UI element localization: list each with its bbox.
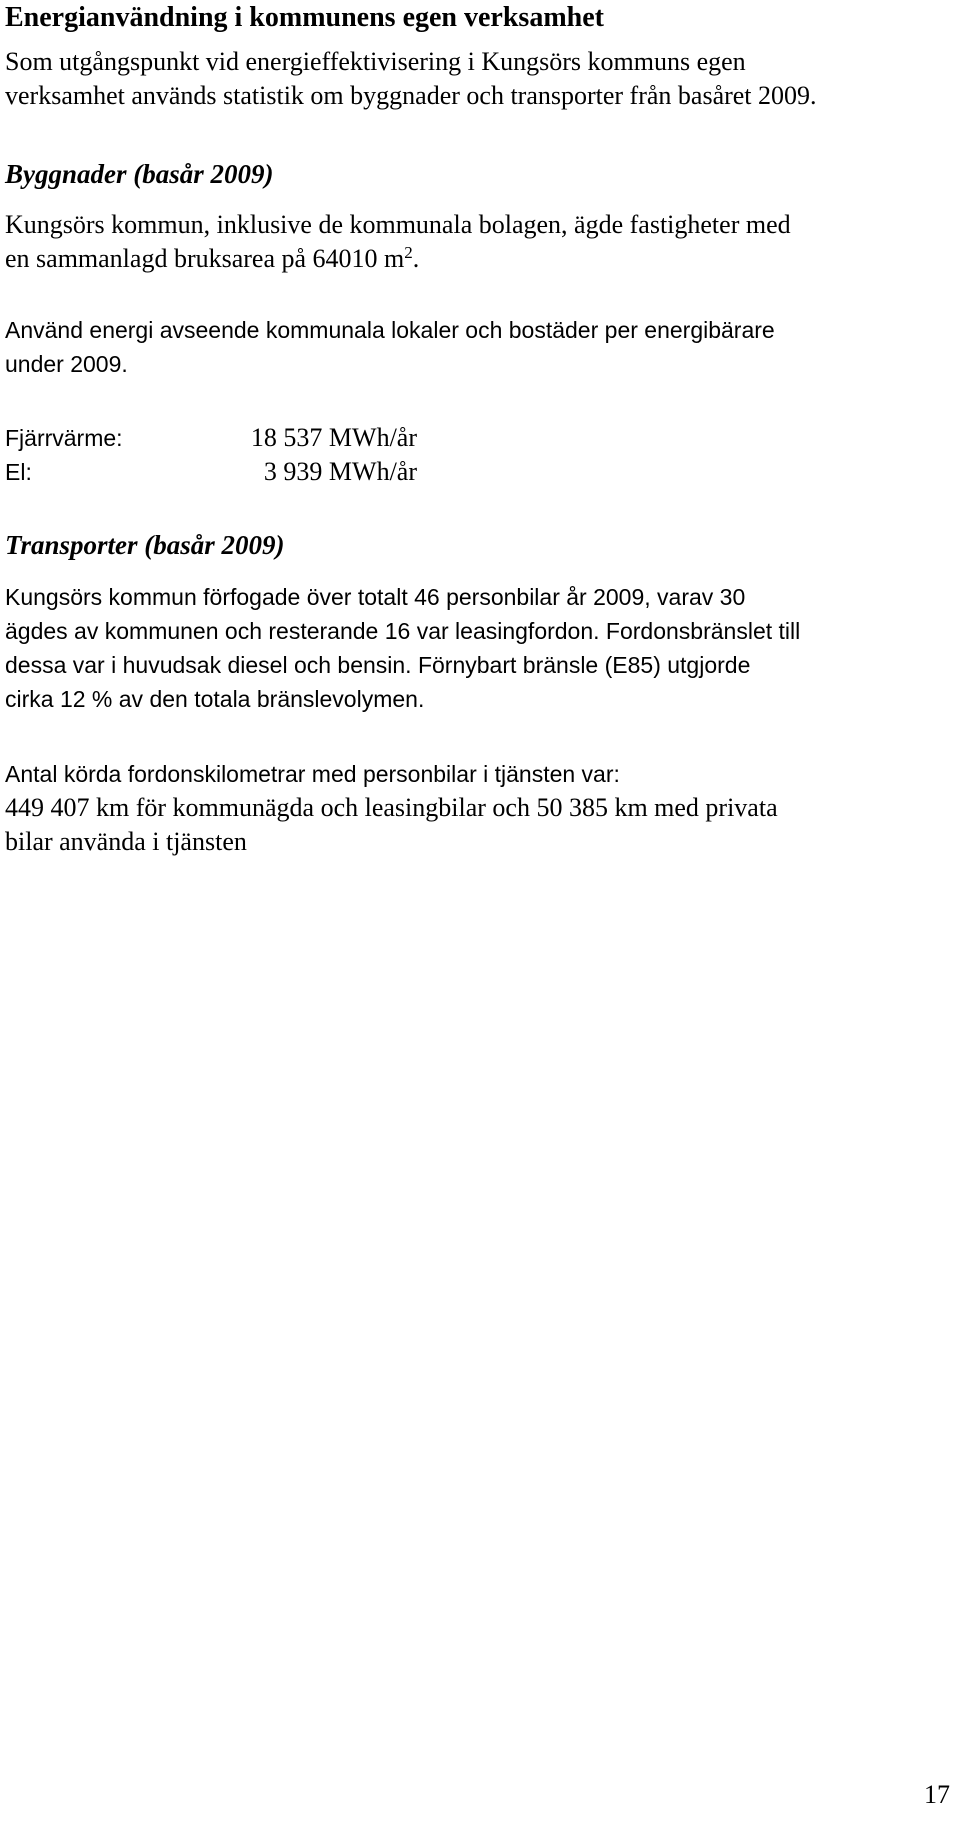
area-line-2 — [5, 242, 791, 276]
area-line: Kungsörs kommun, inklusive de kommunala bolagen, ägde fastigheter med — [5, 210, 791, 239]
km-heading: Antal körda fordonskilometrar med personbilar i tjänsten var: — [5, 761, 620, 787]
transport-line: ägdes av kommunen och resterande 16 var leasingfordon. Fordonsbränslet till — [5, 618, 801, 644]
energy-row-district-heating — [5, 421, 505, 455]
page-number: 17 — [924, 1780, 950, 1809]
transport-line: Kungsörs kommun förfogade över totalt 46 personbilar år 2009, varav 30 — [5, 584, 746, 610]
km-line: bilar använda i tjänsten — [5, 827, 247, 856]
energy-intro-line: Använd energi avseende kommunala lokaler och bostäder per energibärare — [5, 317, 775, 343]
transport-line: cirka 12 % av den totala bränslevolymen. — [5, 686, 425, 712]
km-paragraph — [5, 791, 778, 859]
energy-label: Fjärrvärme: — [5, 425, 123, 451]
area-suffix: . — [412, 244, 420, 273]
energy-value: 18 537 MWh/år — [250, 423, 417, 452]
energy-value: 3 939 MWh/år — [263, 457, 417, 486]
area-superscript: 2 — [404, 243, 413, 262]
transport-line: dessa var i huvudsak diesel och bensin. Förnybart bränsle (E85) utgjorde — [5, 652, 751, 678]
energy-label: El: — [5, 459, 32, 485]
transport-paragraph — [5, 580, 800, 716]
intro-paragraph — [5, 45, 817, 113]
intro-line: Som utgångspunkt vid energieffektivisering i Kungsörs kommuns egen — [5, 47, 746, 76]
page-title: Energianvändning i kommunens egen verksamhet — [5, 2, 604, 33]
buildings-area-paragraph — [5, 208, 791, 276]
transport-heading: Transporter (basår 2009) — [5, 530, 285, 560]
buildings-heading: Byggnader (basår 2009) — [5, 159, 274, 189]
intro-line: verksamhet används statistik om byggnader och transporter från basåret 2009. — [5, 81, 817, 110]
km-line: 449 407 km för kommunägda och leasingbilar och 50 385 km med privata — [5, 793, 778, 822]
energy-intro-line: under 2009. — [5, 351, 128, 377]
area-text: en sammanlagd bruksarea på 64010 m — [5, 244, 405, 273]
energy-intro-paragraph — [5, 313, 775, 381]
energy-row-electricity — [5, 455, 505, 489]
